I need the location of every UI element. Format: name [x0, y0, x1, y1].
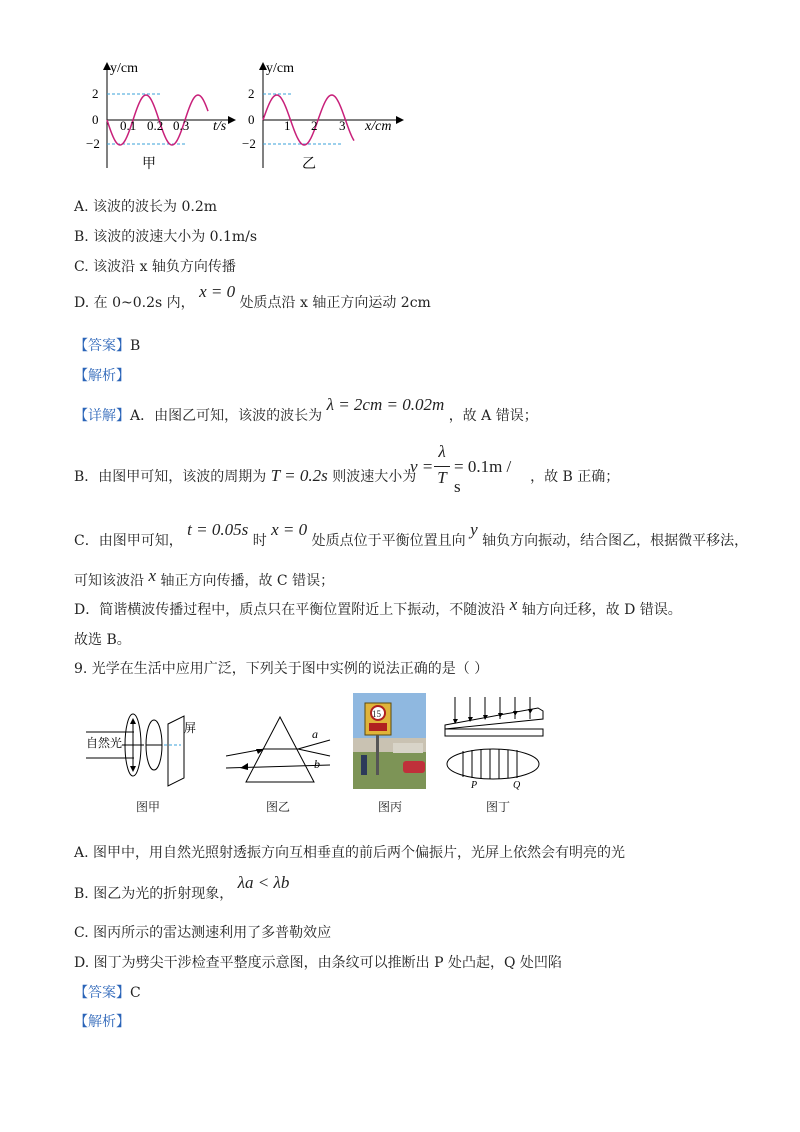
detail-d-text: D．简谐横波传播过程中，质点只在平衡位置附近上下振动，不随波沿 [74, 602, 506, 618]
math-lambda: λ = 2cm = 0.02m [326, 395, 445, 414]
y-tick-pos: 2 [92, 86, 99, 101]
math-num: λ [438, 442, 446, 461]
detail-b-end: ，故 B 正确； [530, 469, 620, 485]
x-tick: 3 [339, 118, 346, 133]
option-c: C. 该波沿 x 轴负方向传播 [74, 259, 236, 275]
y-tick-zero: 0 [248, 112, 255, 127]
math-wavelength: λa < λb [237, 873, 290, 892]
answer-tag: 【答案】 [74, 338, 130, 354]
detail-c2-end: 轴正方向传播，故 C 错误； [160, 573, 335, 589]
math-x-var: x [509, 595, 518, 614]
x-axis-label: x/cm [365, 119, 392, 134]
speed-sign-label: 15 [372, 709, 381, 719]
analysis-tag: 【解析】 [74, 1014, 130, 1030]
y-tick-pos: 2 [248, 86, 255, 101]
option-a: A. 该波的波长为 0.2m [74, 199, 218, 215]
point-q-label: Q [513, 780, 521, 790]
graph-jia [80, 58, 240, 178]
x-tick: 2 [311, 118, 318, 133]
fraction-bar [434, 466, 450, 467]
option-d [74, 282, 431, 313]
detail-c2 [74, 566, 335, 591]
figure-prism [226, 712, 336, 787]
y-tick-neg: −2 [242, 136, 256, 151]
x-tick: 0.2 [147, 118, 164, 133]
graph-caption: 甲 [142, 157, 156, 172]
natural-light-label: 自然光 [86, 736, 123, 750]
x-axis-label: t/s [213, 119, 227, 134]
math-den: T [437, 468, 447, 487]
figure-caption: 图乙 [265, 800, 290, 814]
y-tick-zero: 0 [92, 112, 99, 127]
option-d-suffix: 处质点沿 x 轴正方向运动 2cm [239, 295, 431, 311]
detail-d-end: 轴方向迁移，故 D 错误。 [521, 602, 682, 618]
figure-polarizers [86, 712, 211, 787]
math-result: = 0.1m / s [454, 457, 512, 496]
math-v: v = [410, 457, 434, 476]
option-d: D. 图丁为劈尖干涉检查平整度示意图，由条纹可以推断出 P 处凸起，Q 处凹陷 [74, 955, 562, 971]
math-x0: x = 0 [199, 282, 236, 301]
conclusion: 故选 B。 [74, 632, 131, 648]
ray-a-label: a [312, 727, 318, 741]
detail-tag: 【详解】 [74, 408, 130, 424]
detail-d [74, 595, 682, 620]
detail-b-mid: 则波速大小为 [332, 469, 417, 485]
detail-b [74, 466, 619, 487]
answer-value: B [130, 338, 141, 354]
detail-c-end: 轴负方向振动，结合图乙，根据微平移法， [482, 533, 749, 549]
math-x-var: x [148, 566, 156, 585]
graph-caption: 乙 [302, 157, 316, 172]
figure-wedge [443, 695, 553, 790]
math-period: T = 0.2s [270, 466, 328, 485]
figure-caption: 图丙 [377, 800, 402, 814]
option-c: C. 图丙所示的雷达测速利用了多普勒效应 [74, 925, 332, 941]
detail-b-text: B．由图甲可知，该波的周期为 [74, 469, 267, 485]
detail-c-text: C．由图甲可知， [74, 533, 183, 549]
x-tick: 0.1 [120, 118, 137, 133]
math-x: x = 0 [271, 520, 308, 539]
detail-c-when: 时 [252, 533, 267, 549]
analysis-tag: 【解析】 [74, 368, 130, 384]
point-p-label: P [471, 780, 478, 790]
answer-value: C [130, 985, 141, 1001]
math-y: y [470, 520, 478, 539]
y-axis-label: y/cm [266, 61, 294, 76]
math-t: t = 0.05s [187, 520, 249, 539]
graph-yi [236, 58, 411, 178]
option-b: B. 该波的波速大小为 0.1m/s [74, 229, 258, 245]
ray-b-label: b [314, 757, 320, 771]
option-a: A. 图甲中，用自然光照射透振方向互相垂直的前后两个偏振片，光屏上依然会有明亮的光 [74, 845, 626, 861]
x-tick: 1 [284, 118, 291, 133]
figure-radar-photo [353, 693, 426, 789]
x-tick: 0.3 [173, 118, 190, 133]
question-9-stem: 9. 光学在生活中应用广泛，下列关于图中实例的说法正确的是（ ） [74, 661, 489, 677]
math-velocity [410, 442, 520, 496]
figure-caption: 图甲 [135, 800, 160, 814]
option-b-text: B. 图乙为光的折射现象， [74, 886, 234, 902]
answer-line [74, 336, 140, 356]
answer-tag: 【答案】 [74, 985, 130, 1001]
detail-a-text: A．由图乙可知，该波的波长为 [130, 408, 323, 424]
option-d-prefix: D. 在 0~0.2s 内， [74, 295, 195, 311]
detail-c [74, 520, 749, 551]
screen-label: 屏 [184, 721, 197, 735]
detail-c-mid: 处质点位于平衡位置且向 [311, 533, 466, 549]
answer-line [74, 983, 141, 1003]
y-tick-neg: −2 [86, 136, 100, 151]
option-b [74, 873, 290, 904]
figure-caption: 图丁 [485, 800, 510, 814]
detail-a-end: ，故 A 错误； [448, 408, 538, 424]
y-axis-label: y/cm [110, 61, 138, 76]
detail-a [74, 395, 538, 426]
detail-c2-text: 可知该波沿 [74, 573, 144, 589]
